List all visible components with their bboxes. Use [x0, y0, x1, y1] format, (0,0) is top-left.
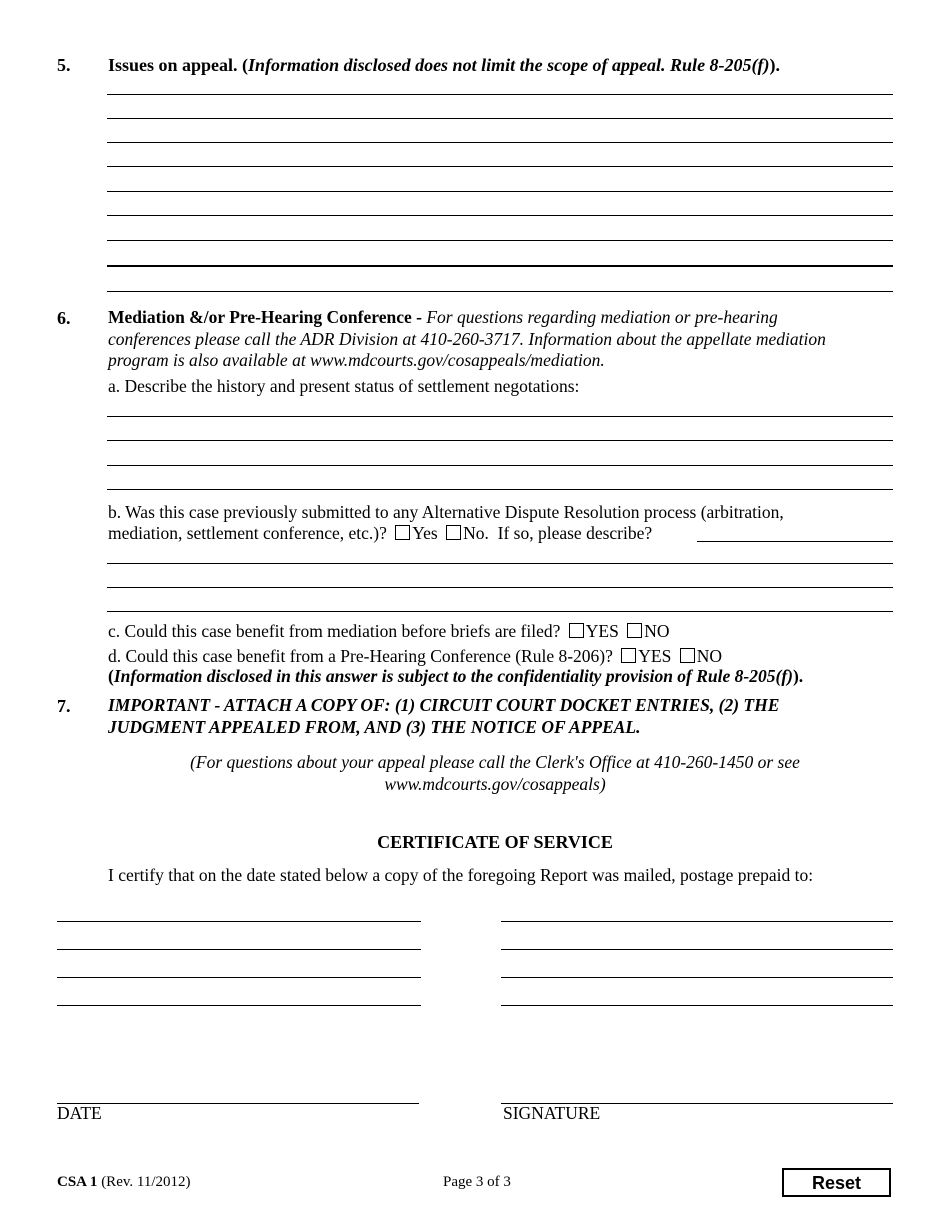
section-6-intro-line-1: Mediation &/or Pre-Hearing Conference - For questions regarding mediation or pre-hearing: [108, 307, 778, 327]
issues-line-5[interactable]: [107, 191, 893, 192]
settlement-line-4[interactable]: [107, 489, 893, 490]
adr-no-label: No.: [463, 523, 489, 543]
section-7-line-1: IMPORTANT - ATTACH A COPY OF: (1) CIRCUIT COURT DOCKET ENTRIES, (2) THE: [108, 695, 780, 715]
questions-note-line-1: (For questions about your appeal please call the Clerk's Office at 410-260-1450 or see: [190, 752, 800, 772]
reset-button[interactable]: Reset: [782, 1168, 891, 1197]
section-5-note: Information disclosed does not limit the scope of appeal. Rule 8-205(f): [248, 55, 770, 75]
form-identifier: [57, 1174, 190, 1191]
issues-line-3[interactable]: [107, 142, 893, 143]
questions-note-line-2: www.mdcourts.gov/cosappeals): [384, 774, 606, 794]
question-b-line-1: b. Was this case previously submitted to any Alternative Dispute Resolution process (arbitration,: [108, 502, 784, 522]
certificate-text: I certify that on the date stated below a copy of the foregoing Report was mailed, postage prepaid to:: [108, 865, 814, 885]
address-left-line-2[interactable]: [57, 949, 421, 950]
section-5-title: Issues on appeal. (: [108, 55, 249, 75]
section-6-intro-line-3: program is also available at www.mdcourts.gov/cosappeals/mediation.: [108, 350, 605, 370]
certificate-heading: CERTIFICATE OF SERVICE: [377, 832, 613, 852]
address-right-line-2[interactable]: [501, 949, 893, 950]
address-right-line-3[interactable]: [501, 977, 893, 978]
issues-line-9[interactable]: [107, 291, 893, 292]
adr-yes-checkbox[interactable]: [395, 525, 410, 540]
date-line[interactable]: [57, 1103, 419, 1104]
question-a-label: a. Describe the history and present status of settlement negotations:: [108, 376, 580, 396]
prehearing-yes-checkbox[interactable]: [621, 648, 636, 663]
adr-describe-line-1[interactable]: [107, 563, 893, 564]
adr-yes-label: Yes: [412, 523, 438, 543]
adr-describe-line-3[interactable]: [107, 611, 893, 612]
section-6-intro-line-2: conferences please call the ADR Division at 410-260-3717. Information about the appellate mediation: [108, 329, 826, 349]
prehearing-no-checkbox[interactable]: [680, 648, 695, 663]
issues-line-4[interactable]: [107, 166, 893, 167]
mediation-no-checkbox[interactable]: [627, 623, 642, 638]
question-b-line-2: mediation, settlement conference, etc.)? Yes No. If so, please describe?: [108, 523, 653, 543]
section-5-heading: [108, 54, 780, 76]
issues-line-1[interactable]: [107, 94, 893, 95]
adr-no-checkbox[interactable]: [446, 525, 461, 540]
question-c: c. Could this case benefit from mediation before briefs are filed? YES NO: [108, 621, 670, 641]
section-5-close: ).: [769, 55, 781, 75]
section-6-title: Mediation &/or Pre-Hearing Conference -: [108, 307, 422, 327]
settlement-line-3[interactable]: [107, 465, 893, 466]
page-number: Page 3 of 3: [443, 1174, 511, 1190]
address-left-line-1[interactable]: [57, 921, 421, 922]
section-7-line-2: JUDGMENT APPEALED FROM, AND (3) THE NOTICE OF APPEAL.: [108, 717, 641, 737]
signature-label: SIGNATURE: [503, 1103, 601, 1123]
question-d: d. Could this case benefit from a Pre-Hearing Conference (Rule 8-206)? YES NO: [108, 646, 722, 666]
issues-line-2[interactable]: [107, 118, 893, 119]
issues-line-8[interactable]: [107, 265, 893, 267]
settlement-line-2[interactable]: [107, 440, 893, 441]
address-right-line-4[interactable]: [501, 1005, 893, 1006]
issues-line-7[interactable]: [107, 240, 893, 241]
adr-describe-line-2[interactable]: [107, 587, 893, 588]
form-id: CSA 1: [57, 1174, 98, 1190]
address-left-line-3[interactable]: [57, 977, 421, 978]
section-6-number: 6.: [57, 308, 71, 328]
confidentiality-disclaimer: (Information disclosed in this answer is subject to the confidentiality provision of Rule 8-205(f)).: [108, 666, 804, 686]
address-right-line-1[interactable]: [501, 921, 893, 922]
section-7-number: 7.: [57, 696, 71, 716]
section-5-number: 5.: [57, 55, 71, 75]
date-label: DATE: [57, 1103, 102, 1123]
form-revision: (Rev. 11/2012): [101, 1174, 191, 1190]
issues-line-6[interactable]: [107, 215, 893, 216]
mediation-yes-checkbox[interactable]: [569, 623, 584, 638]
address-left-line-4[interactable]: [57, 1005, 421, 1006]
settlement-line-1[interactable]: [107, 416, 893, 417]
adr-describe-inline-line[interactable]: [697, 541, 893, 542]
